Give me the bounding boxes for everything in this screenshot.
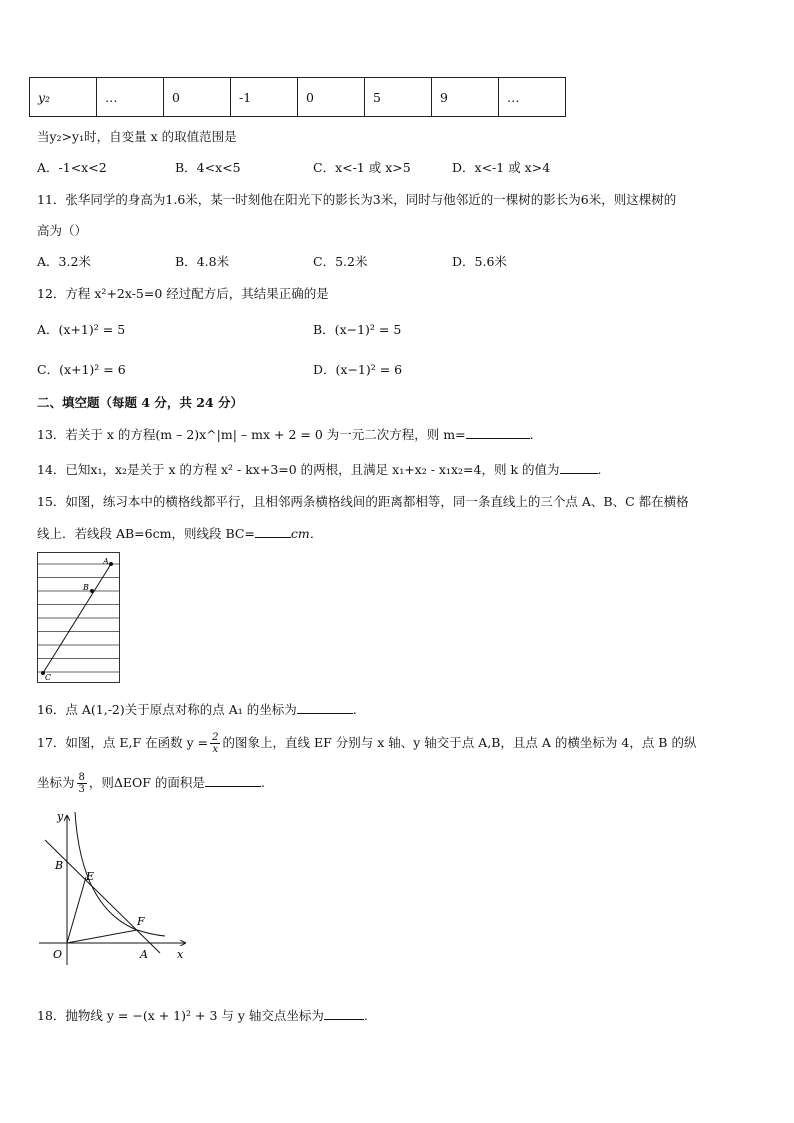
q18	[37, 1006, 368, 1024]
point-b	[90, 589, 94, 593]
q13-text: 13．若关于 x 的方程(m – 2)x^|m| – mx + 2 = 0 为一元二次方程，则 m=	[37, 427, 466, 442]
q18-end: .	[363, 1008, 368, 1023]
q16-text: 16．点 A(1,-2)关于原点对称的点 A₁ 的坐标为	[37, 702, 297, 717]
q12-option-b: B．(x−1)² = 5	[313, 322, 402, 337]
label-a: A	[103, 557, 109, 566]
table-cell: 9	[432, 78, 499, 117]
label-c: C	[45, 673, 52, 682]
label-x: x	[177, 948, 184, 961]
q13	[37, 425, 534, 443]
q10-option-d: D．x<-1 或 x>4	[452, 160, 551, 175]
notebook-figure	[37, 552, 121, 684]
q11-line1: 11．张华同学的身高为1.6米，某一时刻他在阳光下的影长为3米，同时与他邻近的一棵树的影长为6米，则这棵树的	[37, 192, 677, 207]
table-cell: 0	[298, 78, 365, 117]
q17-line2	[37, 772, 265, 795]
q16-end: .	[352, 702, 357, 717]
fraction	[77, 772, 87, 795]
answer-blank[interactable]	[255, 525, 291, 538]
answer-blank[interactable]	[466, 426, 530, 439]
table-cell: 0	[164, 78, 231, 117]
q15-line2-text: 线上．若线段 AB=6cm，则线段 BC=	[37, 526, 255, 541]
fraction-denominator: 3	[78, 784, 85, 795]
value-table	[29, 77, 566, 117]
q17-line1	[37, 732, 696, 755]
table-cell: 5	[365, 78, 432, 117]
q17-end: .	[260, 775, 265, 790]
q10-option-b: B．4<x<5	[175, 160, 241, 175]
fraction-numerator: 2	[212, 732, 219, 743]
answer-blank[interactable]	[205, 774, 261, 787]
q14	[37, 460, 601, 478]
point-a	[109, 562, 113, 566]
table-cell: …	[97, 78, 164, 117]
q12-option-a: A．(x+1)² = 5	[37, 322, 126, 337]
fraction-numerator: 8	[78, 772, 85, 783]
table-cell: …	[499, 78, 566, 117]
hyperbola-figure	[37, 810, 197, 970]
label-b: B	[83, 583, 89, 592]
q16	[37, 700, 357, 718]
q17-text-c: 坐标为	[37, 775, 75, 790]
q12-option-c: C．(x+1)² = 6	[37, 362, 126, 377]
label-y: y	[57, 810, 64, 823]
answer-blank[interactable]	[560, 461, 598, 474]
q10-option-c: C．x<-1 或 x>5	[313, 160, 411, 175]
q17-text-b: 的图象上，直线 EF 分别与 x 轴、y 轴交于点 A,B，且点 A 的横坐标为 4，点 B 的纵	[222, 735, 697, 750]
label-b: B	[55, 859, 64, 872]
section-title: 二、填空题（每题 4 分，共 24 分）	[37, 395, 244, 410]
label-a: A	[140, 948, 148, 961]
q10-prompt: 当y₂>y₁时，自变量 x 的取值范围是	[37, 129, 237, 144]
label-e: E	[86, 870, 95, 883]
q13-end: .	[529, 427, 534, 442]
answer-blank[interactable]	[297, 701, 353, 714]
q15-line2	[37, 524, 322, 542]
answer-blank[interactable]	[324, 1007, 364, 1020]
table-row	[30, 78, 566, 117]
fraction-denominator: x	[212, 744, 219, 755]
q14-text: 14．已知x₁，x₂是关于 x 的方程 x² - kx+3=0 的两根，且满足 x₁+x₂ - x₁x₂=4，则 k 的值为	[37, 462, 560, 477]
label-f: F	[137, 915, 145, 928]
q11-option-d: D．5.6米	[452, 254, 507, 269]
q11-line2: 高为（）	[37, 223, 88, 238]
q15-unit: cm．	[290, 526, 323, 541]
q12-option-d: D．(x−1)² = 6	[313, 362, 403, 377]
table-cell: y₂	[30, 78, 97, 117]
q10-option-a: A．-1<x<2	[37, 160, 107, 175]
q15-line1: 15．如图，练习本中的横格线都平行，且相邻两条横格线间的距离都相等，同一条直线上的三个点 A、B、C 都在横格	[37, 494, 689, 509]
q11-option-b: B．4.8米	[175, 254, 230, 269]
fraction	[210, 732, 220, 755]
q11-option-c: C．5.2米	[313, 254, 368, 269]
q11-option-a: A．3.2米	[37, 254, 91, 269]
segment-of	[67, 930, 137, 943]
label-o: O	[53, 948, 63, 961]
q14-end: .	[597, 462, 602, 477]
table-cell: -1	[231, 78, 298, 117]
q17-text-d: ，则ΔEOF 的面积是	[88, 775, 205, 790]
q17-text-a: 17．如图，点 E,F 在函数 y =	[37, 735, 209, 750]
segment-oe	[67, 877, 86, 943]
q18-text: 18．抛物线 y = −(x + 1)² + 3 与 y 轴交点坐标为	[37, 1008, 324, 1023]
q12-prompt: 12．方程 x²+2x-5=0 经过配方后，其结果正确的是	[37, 286, 329, 301]
